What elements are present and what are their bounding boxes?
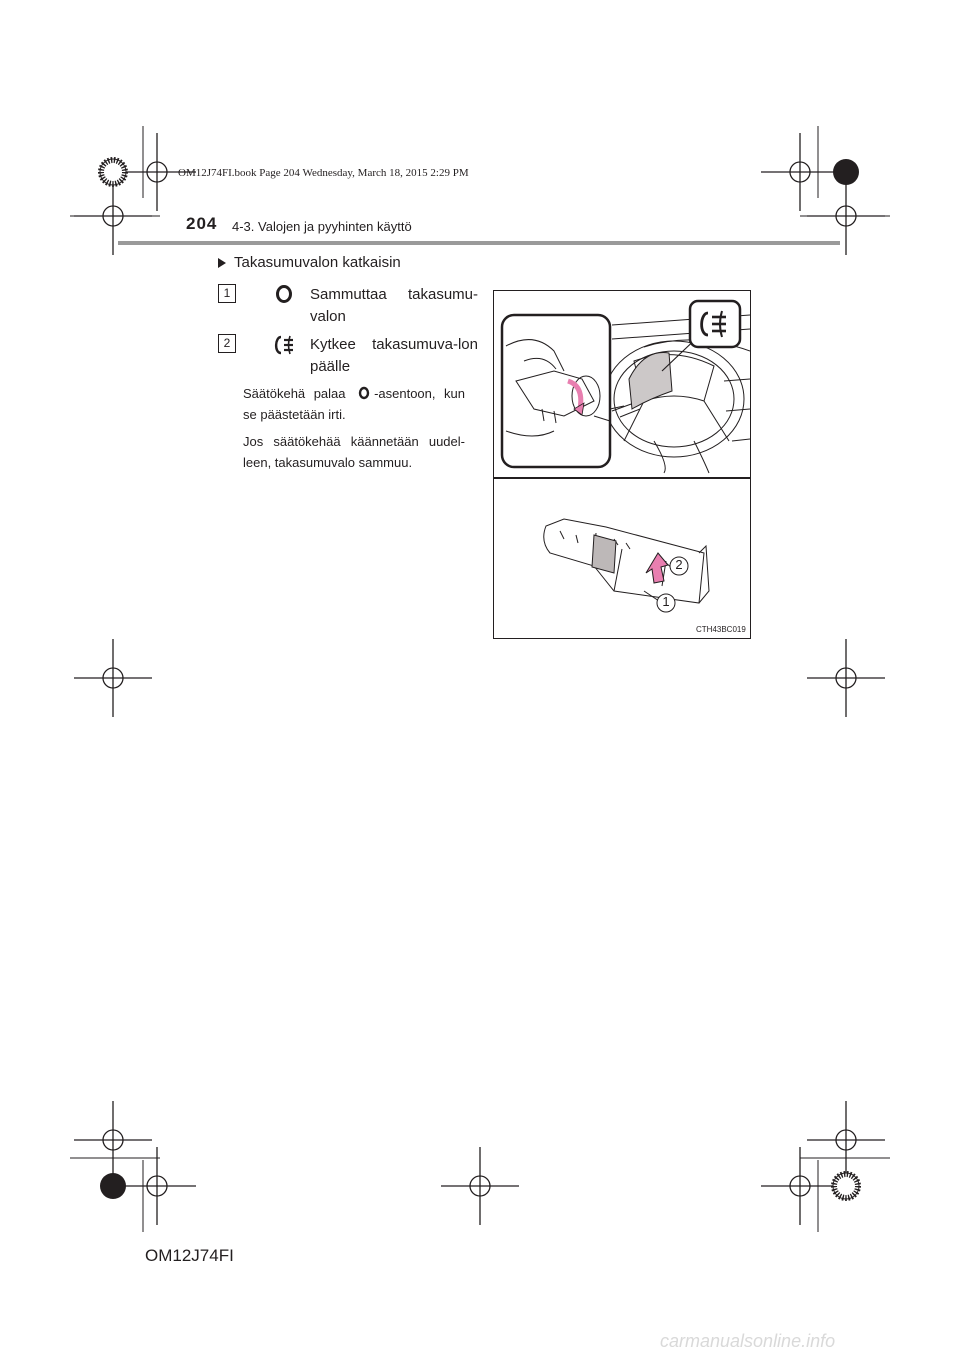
header-rule bbox=[118, 241, 840, 245]
paragraph-text: -asentoon, kun se päästetään irti. bbox=[243, 386, 465, 422]
callout-label: 1 bbox=[662, 594, 670, 609]
heading-text: Takasumuvalon katkaisin bbox=[234, 254, 401, 271]
page-number: 204 bbox=[186, 214, 218, 233]
print-slug: OM12J74FI.book Page 204 Wednesday, March 18, 2015 2:29 PM bbox=[178, 167, 469, 179]
rear-fog-off-icon bbox=[356, 386, 372, 400]
paragraph bbox=[243, 383, 465, 425]
footer-code: OM12J74FI bbox=[145, 1246, 234, 1265]
section-title: 4-3. Valojen ja pyyhinten käyttö bbox=[232, 219, 412, 234]
paragraph: Jos säätökehää käännetään uudel-leen, takasumuvalo sammuu. bbox=[243, 434, 465, 470]
item-text: Sammuttaa takasumu-valon bbox=[310, 286, 478, 325]
illustration-code: CTH43BC019 bbox=[696, 625, 746, 634]
switch-illustration bbox=[493, 290, 751, 639]
triangle-bullet-icon bbox=[218, 258, 226, 268]
list-item bbox=[218, 334, 478, 378]
watermark: carmanualsonline.info bbox=[660, 1331, 836, 1351]
paragraph-text: Säätökehä palaa bbox=[243, 386, 346, 401]
section-heading bbox=[218, 254, 401, 271]
callout-label: 2 bbox=[675, 557, 683, 572]
list-item bbox=[218, 284, 478, 328]
item-number: 2 bbox=[218, 334, 236, 353]
rear-fog-off-icon bbox=[271, 282, 301, 306]
rear-fog-light-icon bbox=[271, 333, 301, 357]
illustration-drawing bbox=[494, 291, 750, 638]
item-number: 1 bbox=[218, 284, 236, 303]
item-text: Kytkee takasumuva-lon päälle bbox=[310, 336, 478, 375]
